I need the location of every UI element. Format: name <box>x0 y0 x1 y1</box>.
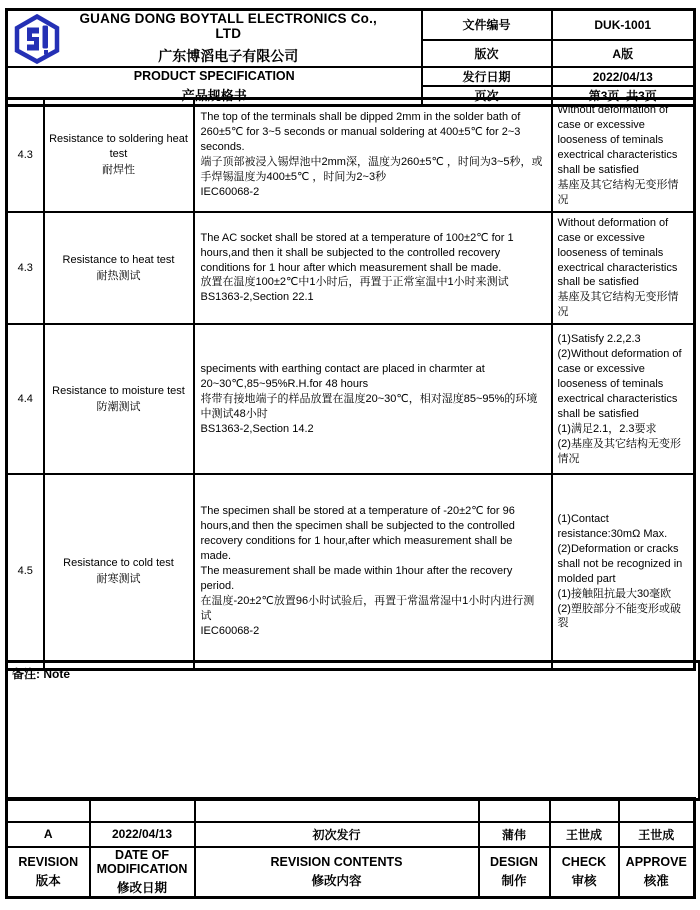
company-name-cn: 广东博滔电子有限公司 <box>158 48 299 64</box>
test-name <box>44 212 194 325</box>
condition-line: speciments with earthing contact are placed in charmter at 20~30℃,85~95%R.H.for 48 hours <box>200 362 485 390</box>
page-number-value: 第3页 共3页 <box>552 86 695 106</box>
edition-value: A版 <box>552 40 695 67</box>
issue-date-label: 发行日期 <box>422 67 552 86</box>
company-cell <box>7 10 422 68</box>
revision-contents-header: REVISION CONTENTS 修改内容 <box>195 847 479 898</box>
test-name-en: Resistance to heat test <box>62 253 175 266</box>
doc-title-cn: 产品规格书 <box>181 87 247 103</box>
file-number-value: DUK-1001 <box>552 10 695 40</box>
spec-row-cold <box>7 474 695 669</box>
item-no: 4.5 <box>7 474 44 669</box>
revision-header: REVISION 版本 <box>7 847 90 898</box>
modification-date-header: DATE OF MODIFICATION 修改日期 <box>90 847 195 898</box>
design-header: DESIGN 制作 <box>479 847 550 898</box>
revision-empty-row <box>7 799 695 822</box>
header-table <box>5 8 696 107</box>
criteria-line: (2)塑胶部分不能变形或破裂 <box>557 602 681 630</box>
revision-empty-cell <box>7 799 90 822</box>
criteria <box>552 212 695 325</box>
test-name-cn: 耐焊性 <box>102 164 135 177</box>
item-no: 4.4 <box>7 324 44 474</box>
condition-line: IEC60068-2 <box>200 186 260 199</box>
test-name-en: Resistance to soldering heat test <box>49 133 188 161</box>
revision-header-row <box>7 847 695 898</box>
test-name <box>44 99 194 212</box>
condition-line: BS1363-2,Section 14.2 <box>200 422 314 435</box>
condition-line: 放置在温度100±2℃中1小时后，再置于正常室温中1小时来测试 <box>200 276 509 289</box>
doc-title-en: PRODUCT SPECIFICATION <box>133 68 295 83</box>
item-no: 4.3 <box>7 99 44 212</box>
condition-line: 将带有接地端子的样品放置在温度20~30℃，相对湿度85~95%的环境中测试48小时 <box>200 392 538 420</box>
test-name-en: Resistance to moisture test <box>52 384 185 397</box>
revision-contents-value: 初次发行 <box>195 822 479 847</box>
check-value: 王世成 <box>550 822 619 847</box>
criteria-line: 基座及其它结构无变形情况 <box>557 178 679 206</box>
spec-row-soldering-heat <box>7 99 695 212</box>
revision-table <box>5 797 696 899</box>
criteria-line: 基座及其它结构无变形情况 <box>557 291 679 319</box>
condition-line: IEC60068-2 <box>200 624 260 637</box>
test-name-cn: 防潮测试 <box>96 400 141 413</box>
note-label: 备注: Note <box>12 667 70 681</box>
spec-row-moisture <box>7 324 695 474</box>
file-number-label: 文件编号 <box>422 10 552 40</box>
condition-line: The specimen shall be stored at a temperature of -20±2℃ for 96 hours,and then the specimen shall be subjected to the controlled recovery conditions for 1 hour,after which measurement shall be made. <box>200 505 515 563</box>
page-number-label: 页次 <box>422 86 552 106</box>
revision-empty-cell <box>195 799 479 822</box>
design-value: 蒲伟 <box>479 822 550 847</box>
item-no: 4.3 <box>7 212 44 325</box>
criteria-line: Without deformation of case or excessive looseness of teminals exectrical characteristics shall be satisfied <box>557 104 678 176</box>
criteria-line: (1)Contact resistance:30mΩ Max. <box>557 512 668 540</box>
criteria <box>552 474 695 669</box>
test-conditions <box>194 99 552 212</box>
criteria-line: (1)Satisfy 2.2,2.3 <box>557 333 641 346</box>
issue-date-value: 2022/04/13 <box>552 67 695 86</box>
modification-date-value: 2022/04/13 <box>90 822 195 847</box>
revision-empty-cell <box>619 799 695 822</box>
approve-value: 王世成 <box>619 822 695 847</box>
note-box <box>5 660 700 801</box>
condition-line: The measurement shall be made within 1hour after the recovery period. <box>200 565 513 593</box>
check-header: CHECK 审核 <box>550 847 619 898</box>
criteria-line: Without deformation of case or excessive looseness of teminals exectrical characteristics shall be satisfied <box>557 216 678 289</box>
condition-line: 在温度-20±2℃放置96小时试验后，再置于常温常湿中1小时内进行测试 <box>200 595 535 622</box>
edition-label: 版次 <box>422 40 552 67</box>
revision-entry-row <box>7 822 695 847</box>
test-name-cn: 耐热测试 <box>96 269 141 282</box>
criteria <box>552 324 695 474</box>
company-logo <box>8 14 66 64</box>
revision-empty-cell <box>550 799 619 822</box>
test-name-en: Resistance to cold test <box>63 557 174 570</box>
test-conditions <box>194 324 552 474</box>
test-name-cn: 耐寒测试 <box>96 573 141 586</box>
company-name-en: GUANG DONG BOYTALL ELECTRONICS Co., LTD <box>79 11 377 41</box>
criteria-line: (1)满足2.1，2.3要求 <box>557 422 657 435</box>
test-conditions <box>194 474 552 669</box>
revision-value: A <box>7 822 90 847</box>
criteria-line: (1)接触阻抗最大30毫欧 <box>557 587 672 600</box>
spec-table <box>5 97 696 671</box>
condition-line: 端子顶部被浸入锡焊池中2mm深，温度为260±5℃ ，时间为3~5秒，或手焊锡温度为400±5℃ ，时间为2~3秒 <box>200 156 543 184</box>
revision-empty-cell <box>90 799 195 822</box>
criteria-line: (2)Without deformation of case or excessive looseness of teminals exectrical characteristics shall be satisfied <box>557 348 682 420</box>
criteria <box>552 99 695 212</box>
spec-row-heat <box>7 212 695 325</box>
test-name <box>44 474 194 669</box>
condition-line: The AC socket shall be stored at a temperature of 100±2℃ for 1 hours,and then it shall be subjected to the controlled recovery conditions for 1 hour after which measurement shall be made. <box>200 231 514 274</box>
criteria-line: (2)Deformation or cracks shall not be recognized in molded part <box>557 542 683 585</box>
approve-header: APPROVE 核准 <box>619 847 695 898</box>
test-conditions <box>194 212 552 325</box>
revision-empty-cell <box>479 799 550 822</box>
test-name <box>44 324 194 474</box>
criteria-line: (2)基座及其它结构无变形情况 <box>557 437 681 465</box>
condition-line: BS1363-2,Section 22.1 <box>200 291 314 304</box>
condition-line: The top of the terminals shall be dipped 2mm in the solder bath of 260±5℃ for 3~5 seconds or manual soldering at 400±5℃ for 2~3 seconds. <box>200 111 521 154</box>
